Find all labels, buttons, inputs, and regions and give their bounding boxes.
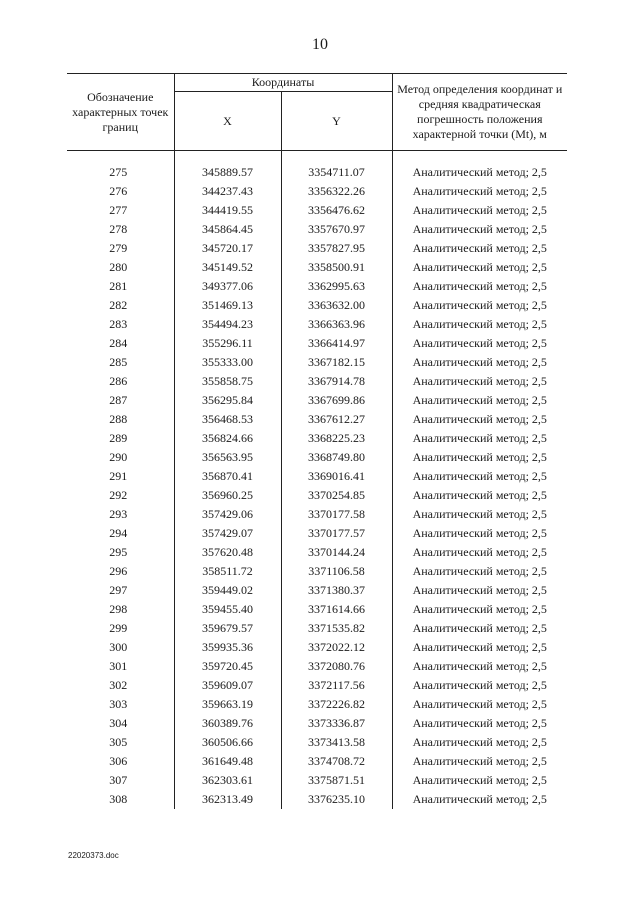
y-coordinate-cell: 3362995.63 [281,277,392,296]
table-row [67,467,567,486]
table-row [67,600,567,619]
y-coordinate-cell: 3367699.86 [281,391,392,410]
x-coordinate-cell: 345864.45 [174,220,281,239]
table-row [67,543,567,562]
method-cell: Аналитический метод; 2,5 [412,773,547,787]
coordinates-table [67,73,567,809]
point-cell: 303 [67,695,174,714]
table-row [67,752,567,771]
table-row [67,372,567,391]
y-coordinate-cell: 3368749.80 [281,448,392,467]
y-coordinate-cell: 3356476.62 [281,201,392,220]
table-row [67,562,567,581]
method-cell: Аналитический метод; 2,5 [412,450,547,464]
y-coordinate-cell: 3370177.57 [281,524,392,543]
method-cell: Аналитический метод; 2,5 [412,469,547,483]
point-cell: 298 [67,600,174,619]
y-coordinate-cell: 3367182.15 [281,353,392,372]
page-number: 10 [312,36,328,53]
point-cell: 276 [67,182,174,201]
table-row [67,353,567,372]
table-body [67,151,567,810]
x-coordinate-cell: 362313.49 [174,790,281,809]
point-cell: 278 [67,220,174,239]
x-coordinate-cell: 356960.25 [174,486,281,505]
table-row [67,676,567,695]
x-coordinate-cell: 354494.23 [174,315,281,334]
y-coordinate-cell: 3371614.66 [281,600,392,619]
point-cell: 291 [67,467,174,486]
x-coordinate-cell: 357429.07 [174,524,281,543]
table-row [67,505,567,524]
table-row [67,581,567,600]
x-coordinate-cell: 349377.06 [174,277,281,296]
point-cell: 292 [67,486,174,505]
point-cell: 293 [67,505,174,524]
x-coordinate-cell: 356295.84 [174,391,281,410]
table-row [67,239,567,258]
table-header [67,74,567,151]
x-coordinate-cell: 358511.72 [174,562,281,581]
point-cell: 281 [67,277,174,296]
x-coordinate-cell: 359455.40 [174,600,281,619]
x-coordinate-cell: 344237.43 [174,182,281,201]
point-cell: 296 [67,562,174,581]
y-coordinate-cell: 3372022.12 [281,638,392,657]
table-row [67,524,567,543]
y-coordinate-cell: 3370254.85 [281,486,392,505]
y-coordinate-cell: 3358500.91 [281,258,392,277]
y-coordinate-cell: 3373336.87 [281,714,392,733]
point-cell: 306 [67,752,174,771]
table-row [67,619,567,638]
method-cell: Аналитический метод; 2,5 [412,507,547,521]
method-cell: Аналитический метод; 2,5 [412,602,547,616]
y-coordinate-cell: 3366363.96 [281,315,392,334]
point-cell: 280 [67,258,174,277]
table-row [67,410,567,429]
y-coordinate-cell: 3375871.51 [281,771,392,790]
y-coordinate-cell: 3357670.97 [281,220,392,239]
method-cell: Аналитический метод; 2,5 [412,754,547,768]
table-row [67,296,567,315]
x-coordinate-cell: 360506.66 [174,733,281,752]
x-coordinate-cell: 355333.00 [174,353,281,372]
x-coordinate-cell: 362303.61 [174,771,281,790]
point-cell: 279 [67,239,174,258]
point-cell: 305 [67,733,174,752]
table-row [67,315,567,334]
x-coordinate-cell: 356824.66 [174,429,281,448]
table-row [67,258,567,277]
point-cell: 304 [67,714,174,733]
method-cell: Аналитический метод; 2,5 [412,374,547,388]
method-column-header: Метод определения координат и средняя квадратическая погрешность положения характерной точки (Mt), м [392,74,567,151]
table-row [67,695,567,714]
method-cell: Аналитический метод; 2,5 [412,184,547,198]
x-coordinate-cell: 356870.41 [174,467,281,486]
x-coordinate-cell: 361649.48 [174,752,281,771]
coordinates-column-header: Координаты [174,74,392,92]
method-cell: Аналитический метод; 2,5 [412,165,547,179]
table-row [67,182,567,201]
point-cell: 290 [67,448,174,467]
method-cell: Аналитический метод; 2,5 [412,678,547,692]
document-filename: 22020373.doc [68,851,119,860]
y-coordinate-cell: 3374708.72 [281,752,392,771]
x-coordinate-cell: 357429.06 [174,505,281,524]
y-coordinate-cell: 3371535.82 [281,619,392,638]
method-cell: Аналитический метод; 2,5 [412,697,547,711]
y-coordinate-cell: 3369016.41 [281,467,392,486]
table-row [67,220,567,239]
method-cell: Аналитический метод; 2,5 [412,564,547,578]
method-cell: Аналитический метод; 2,5 [412,336,547,350]
point-cell: 277 [67,201,174,220]
x-coordinate-cell: 357620.48 [174,543,281,562]
point-cell: 287 [67,391,174,410]
x-coordinate-cell: 359663.19 [174,695,281,714]
method-cell: Аналитический метод; 2,5 [412,526,547,540]
point-cell: 302 [67,676,174,695]
table-row [67,733,567,752]
method-cell: Аналитический метод; 2,5 [412,317,547,331]
point-cell: 284 [67,334,174,353]
y-coordinate-cell: 3354711.07 [281,163,392,182]
method-cell: Аналитический метод; 2,5 [412,279,547,293]
point-cell: 300 [67,638,174,657]
table-row [67,429,567,448]
x-coordinate-cell: 359720.45 [174,657,281,676]
x-coordinate-cell: 359609.07 [174,676,281,695]
method-cell: Аналитический метод; 2,5 [412,621,547,635]
x-coordinate-cell: 356563.95 [174,448,281,467]
table-row [67,391,567,410]
point-cell: 286 [67,372,174,391]
point-column-header: Обозначение характерных точек границ [67,74,174,151]
point-cell: 299 [67,619,174,638]
y-coordinate-cell: 3372226.82 [281,695,392,714]
y-coordinate-cell: 3370177.58 [281,505,392,524]
x-coordinate-cell: 345720.17 [174,239,281,258]
point-cell: 283 [67,315,174,334]
x-coordinate-cell: 360389.76 [174,714,281,733]
x-coordinate-cell: 359935.36 [174,638,281,657]
y-coordinate-cell: 3376235.10 [281,790,392,809]
method-cell: Аналитический метод; 2,5 [412,735,547,749]
y-coordinate-cell: 3370144.24 [281,543,392,562]
y-coordinate-cell: 3367914.78 [281,372,392,391]
method-cell: Аналитический метод; 2,5 [412,260,547,274]
table-row [67,201,567,220]
x-coordinate-cell: 351469.13 [174,296,281,315]
point-cell: 285 [67,353,174,372]
y-coordinate-cell: 3357827.95 [281,239,392,258]
table-row [67,657,567,676]
table-row [67,334,567,353]
x-coordinate-cell: 345149.52 [174,258,281,277]
point-cell: 307 [67,771,174,790]
table-row [67,486,567,505]
method-cell: Аналитический метод; 2,5 [412,222,547,236]
method-cell: Аналитический метод; 2,5 [412,412,547,426]
x-coordinate-cell: 356468.53 [174,410,281,429]
table-row [67,638,567,657]
y-coordinate-cell: 3366414.97 [281,334,392,353]
table-row [67,448,567,467]
y-coordinate-cell: 3368225.23 [281,429,392,448]
y-coordinate-cell: 3373413.58 [281,733,392,752]
method-cell: Аналитический метод; 2,5 [412,298,547,312]
point-cell: 282 [67,296,174,315]
point-cell: 297 [67,581,174,600]
method-cell: Аналитический метод; 2,5 [412,431,547,445]
point-cell: 295 [67,543,174,562]
method-cell: Аналитический метод; 2,5 [412,716,547,730]
y-coordinate-cell: 3363632.00 [281,296,392,315]
y-coordinate-cell: 3371380.37 [281,581,392,600]
y-coordinate-cell: 3372080.76 [281,657,392,676]
point-cell: 294 [67,524,174,543]
table-row [67,277,567,296]
method-cell: Аналитический метод; 2,5 [412,241,547,255]
method-cell: Аналитический метод; 2,5 [412,640,547,654]
method-cell: Аналитический метод; 2,5 [412,355,547,369]
table-row [67,714,567,733]
table-row [67,790,567,809]
y-column-header: Y [281,92,392,151]
y-coordinate-cell: 3367612.27 [281,410,392,429]
x-coordinate-cell: 355858.75 [174,372,281,391]
method-cell: Аналитический метод; 2,5 [412,488,547,502]
point-cell: 308 [67,790,174,809]
x-coordinate-cell: 355296.11 [174,334,281,353]
x-coordinate-cell: 344419.55 [174,201,281,220]
method-cell: Аналитический метод; 2,5 [412,203,547,217]
y-coordinate-cell: 3371106.58 [281,562,392,581]
x-coordinate-cell: 345889.57 [174,163,281,182]
method-cell: Аналитический метод; 2,5 [412,659,547,673]
method-cell: Аналитический метод; 2,5 [412,393,547,407]
table-row [67,771,567,790]
point-cell: 288 [67,410,174,429]
point-cell: 289 [67,429,174,448]
table-row [67,163,567,182]
x-coordinate-cell: 359449.02 [174,581,281,600]
y-coordinate-cell: 3356322.26 [281,182,392,201]
x-coordinate-cell: 359679.57 [174,619,281,638]
x-column-header: X [174,92,281,151]
y-coordinate-cell: 3372117.56 [281,676,392,695]
point-cell: 275 [67,163,174,182]
point-cell: 301 [67,657,174,676]
method-cell: Аналитический метод; 2,5 [412,545,547,559]
table-spacer-row [67,151,567,164]
method-cell: Аналитический метод; 2,5 [412,583,547,597]
method-cell: Аналитический метод; 2,5 [412,792,547,806]
